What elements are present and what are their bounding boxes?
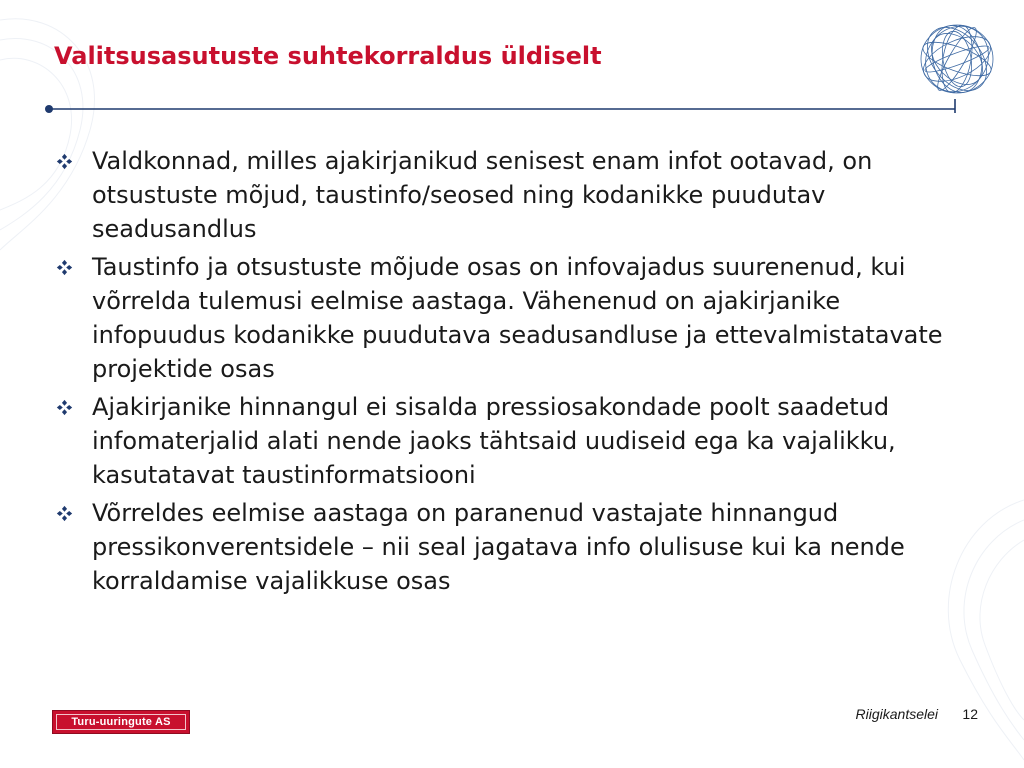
- bullet-list: [56, 144, 976, 602]
- four-diamond-icon: [56, 259, 73, 276]
- bullet-item: [56, 496, 976, 598]
- footer-organization: Riigikantselei: [855, 706, 938, 722]
- slide-title: Valitsusasutuste suhtekorraldus üldiselt: [54, 42, 602, 70]
- bullet-text: Taustinfo ja otsustuste mõjude osas on infovajadus suurenenud, kui võrrelda tulemusi eelmise aastaga. Vähenenud on ajakirjanike infopuudus kodanikke puudutava seadusandluse ja ettevalmistatavate projektide osas: [92, 253, 943, 383]
- brand-logo: [52, 710, 190, 734]
- four-diamond-icon: [56, 505, 73, 522]
- brand-logo-frame: [56, 714, 186, 730]
- page-number: 12: [962, 706, 978, 722]
- bullet-text: Võrreldes eelmise aastaga on paranenud vastajate hinnangud pressikonverentsidele – nii seal jagatava info olulisuse kui ka nende korraldamise vajalikkuse osas: [92, 499, 905, 595]
- bullet-item: [56, 390, 976, 492]
- brand-logo-text: Turu-uuringute AS: [71, 716, 171, 728]
- bullet-text: Valdkonnad, milles ajakirjanikud senisest enam infot ootavad, on otsustuste mõjud, taustinfo/seosed ning kodanikke puudutav seadusandlus: [92, 147, 873, 243]
- globe-logo-icon: [916, 20, 998, 98]
- bullet-item: [56, 250, 976, 386]
- bullet-text: Ajakirjanike hinnangul ei sisalda pressiosakondade poolt saadetud infomaterjalid alati nende jaoks tähtsaid uudiseid ega ka vajalikku, kasutatavat taustinformatsiooni: [92, 393, 896, 489]
- four-diamond-icon: [56, 399, 73, 416]
- four-diamond-icon: [56, 153, 73, 170]
- bullet-item: [56, 144, 976, 246]
- title-divider-line: [0, 0, 1024, 130]
